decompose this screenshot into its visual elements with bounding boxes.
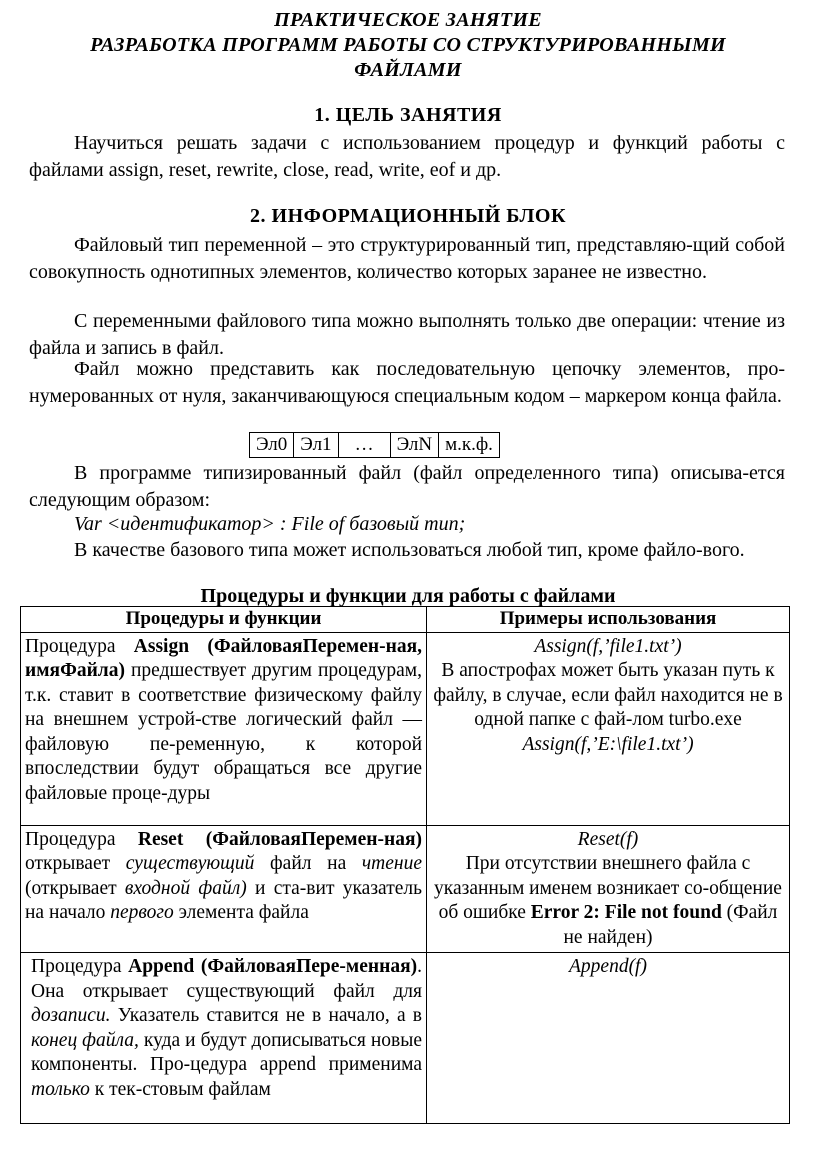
- example-note: При отсутствии внешнего файла с указанным именем возникает со-общение об ошибке Error 2: File not found (Файл не найден): [434, 853, 782, 948]
- table-row: [21, 632, 790, 825]
- section1-text: Научиться решать задачи с использованием процедур и функций работы с файлами assign, reset, rewrite, close, read, write, eof и др.: [29, 132, 785, 181]
- example-reset: [427, 825, 790, 953]
- file-declaration-syntax: Var <идентификатор> : File of базовый тип;: [74, 513, 466, 535]
- example-append: [427, 953, 790, 1124]
- sequence-cell: …: [338, 433, 390, 458]
- section2-paragraph-4: В программе типизированный файл (файл определенного типа) описыва-ется следующим образом:: [29, 462, 785, 511]
- table-row: [21, 825, 790, 953]
- table-row: [21, 953, 790, 1124]
- sequence-cell: ЭлN: [390, 433, 439, 458]
- procedure-append: Процедура Append (ФайловаяПере-менная). Она открывает существующий файл для дозаписи. Указатель ставится не в начало, а в конец файла, куда и будут дописываться новые компоненты. Про-цедура append применима только к тек-стовым файлам: [21, 953, 427, 1124]
- code-example: Assign(f,’E:\file1.txt’): [522, 733, 694, 755]
- sequence-cell: Эл0: [250, 433, 294, 458]
- doc-title-line2: РАЗРАБОТКА ПРОГРАММ РАБОТЫ СО СТРУКТУРИРОВАННЫМИ: [90, 34, 726, 56]
- file-procedures-table: [20, 606, 790, 1124]
- doc-title-line1: ПРАКТИЧЕСКОЕ ЗАНЯТИЕ: [274, 9, 542, 31]
- code-example: Reset(f): [577, 828, 639, 850]
- procedure-assign: Процедура Assign (ФайловаяПеремен-ная, имяФайла) предшествует другим процедурам, т.к. ставит в соответствие физическому файлу на внешнем устрой-стве логический файл — файловую пе-ременную, к которой впоследствии будут обращаться все другие файловые проце-дуры: [21, 632, 427, 825]
- sequence-cell: Эл1: [294, 433, 338, 458]
- section2-paragraph-3: Файл можно представить как последовательную цепочку элементов, про- нумерованных от нуля, заканчивающуюся специальным кодом – маркером конца файла.: [29, 358, 785, 407]
- column-header-examples: Примеры использования: [427, 607, 790, 633]
- section2-heading: 2. ИНФОРМАЦИОННЫЙ БЛОК: [250, 205, 566, 227]
- section1-heading: 1. ЦЕЛЬ ЗАНЯТИЯ: [314, 104, 502, 126]
- section2-paragraph-5: В качестве базового типа может использоваться любой тип, кроме файло-вого.: [74, 539, 745, 561]
- table-caption: Процедуры и функции для работы с файлами: [200, 585, 616, 607]
- column-header-procedures: Процедуры и функции: [21, 607, 427, 633]
- section2-paragraph-1: Файловый тип переменной – это структурированный тип, представляю-щий собой совокупность однотипных элементов, количество которых заранее не известно.: [29, 234, 785, 283]
- table-header-row: [21, 607, 790, 633]
- error-message: Error 2: File not found: [530, 902, 722, 923]
- example-note: В апострофах может быть указан путь к файлу, в случае, если файл находится не в одной папке с фай-лом turbo.exe: [433, 660, 783, 730]
- procedure-reset: Процедура Reset (ФайловаяПеремен-ная) открывает существующий файл на чтение (открывает входной файл) и ста-вит указатель на начало первого элемента файла: [21, 825, 427, 953]
- example-assign: [427, 632, 790, 825]
- code-example: Append(f): [569, 956, 647, 977]
- section2-paragraph-2: С переменными файлового типа можно выполнять только две операции: чтение из файла и запись в файл.: [29, 310, 785, 359]
- code-example: Assign(f,’file1.txt’): [534, 635, 682, 657]
- doc-title-line3: ФАЙЛАМИ: [354, 59, 462, 81]
- file-sequence-diagram: [249, 432, 500, 458]
- sequence-cell: м.к.ф.: [439, 433, 500, 458]
